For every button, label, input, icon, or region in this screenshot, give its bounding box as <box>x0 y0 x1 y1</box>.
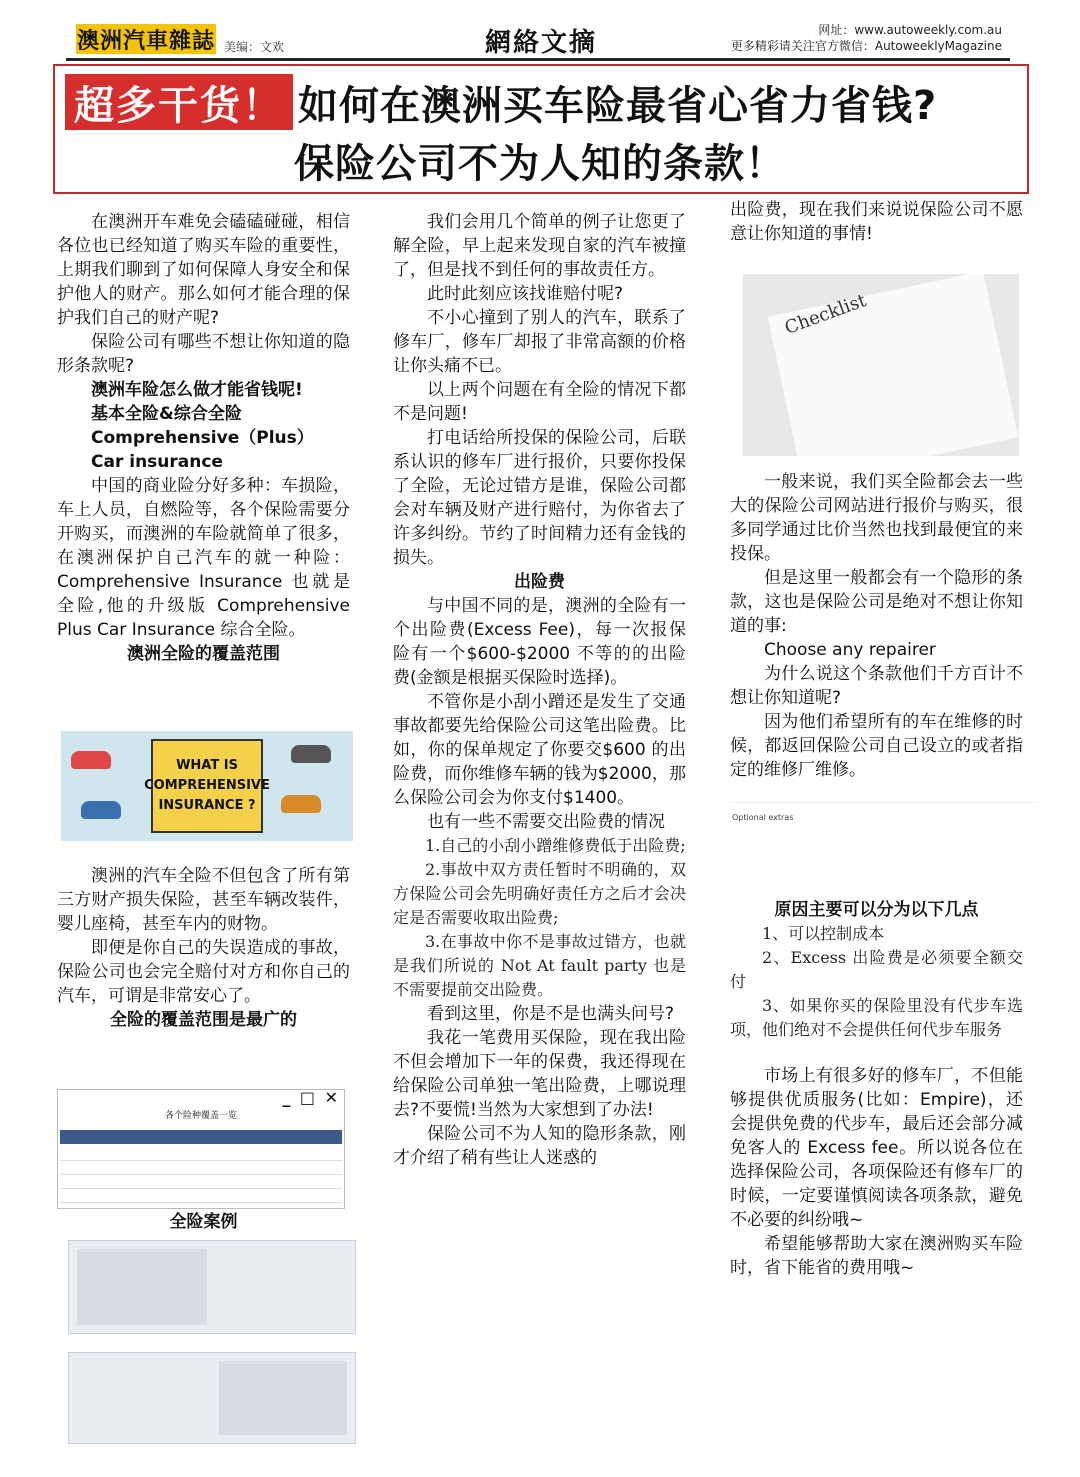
optional-extras-label: Optional extras <box>732 813 794 822</box>
column-3 <box>730 198 1023 246</box>
paragraph: 此时此刻应该找谁赔付呢? <box>427 284 624 304</box>
paragraph: 即便是你自己的失误造成的事故，保险公司也会完全赔付对方和你自己的汽车，可谓是非常安心了。 <box>57 938 350 1006</box>
car-icon <box>71 751 111 769</box>
table-header <box>60 1130 342 1144</box>
headline-line1: 如何在澳洲买车险最省心省力省钱? <box>298 83 938 129</box>
window-controls-icon: _ □ ✕ <box>282 1089 340 1107</box>
title-tag: 超多干货！ <box>65 74 293 130</box>
paragraph: 不小心撞到了别人的汽车，联系了修车厂，修车厂却报了非常高额的价格让你头痛不已。 <box>393 308 686 376</box>
paragraph: 基本全险&综合全险 <box>91 404 242 424</box>
paragraph: 看到这里，你是不是也满头问号? <box>427 1004 675 1024</box>
paragraph: 在澳洲开车难免会磕磕碰碰，相信各位也已经知道了购买车险的重要性，上期我们聊到了如何保障人身安全和保护他人的财产。那么如何才能合理的保护我们自己的财产呢? <box>57 212 350 328</box>
wechat-note: 更多精彩请关注官方微信：AutoweeklyMagazine <box>730 39 1002 53</box>
paragraph: 1、可以控制成本 <box>762 924 885 943</box>
header-meta <box>731 22 1002 54</box>
subheading: 原因主要可以分为以下几点 <box>774 900 979 920</box>
car-icon <box>81 801 121 819</box>
magazine-logo: 澳洲汽車雜誌 <box>76 24 216 54</box>
paragraph: 也有一些不需要交出险费的情况 <box>427 812 665 832</box>
table-title: 各个险种覆盖一览 <box>164 1111 237 1121</box>
paragraph: 为什么说这个条款他们千方百计不想让你知道呢? <box>730 664 1023 708</box>
optional-extras-image <box>730 802 1038 873</box>
paragraph: 我花一笔费用买保险，现在我出险不但会增加下一年的保费，我还得现在给保险公司单独一笔出险费，上哪说理去?不要慌!当然为大家想到了办法! <box>393 1028 686 1120</box>
column-1 <box>57 210 350 666</box>
checklist-paper <box>768 274 1019 456</box>
paragraph: 以上两个问题在有全险的情况下都不是问题! <box>393 380 686 424</box>
car-icon <box>77 1249 207 1325</box>
headline-line2: 保险公司不为人知的条款！ <box>294 141 786 187</box>
car-icon <box>291 745 331 763</box>
paragraph: 一般来说，我们买全险都会去一些大的保险公司网站进行报价与购买，很多同学通过比价当然也找到最便宜的来投保。 <box>730 472 1023 564</box>
subheading: 全险的覆盖范围是最广的 <box>110 1010 297 1030</box>
paragraph: 2、Excess 出险费是必须要全额交付 <box>730 948 1023 991</box>
website-link[interactable]: 网址：www.autoweekly.com.au <box>818 23 1002 37</box>
column-1-cont2 <box>57 1210 350 1234</box>
paragraph: 打电话给所投保的保险公司，后联系认识的修车厂进行报价，只要你投保了全险，无论过错方是谁，保险公司都会对车辆及财产进行赔付，为你省去了许多纠纷。节约了时间精力还有金钱的损失。 <box>393 428 686 568</box>
column-1-cont <box>57 864 350 1032</box>
section-title: 網絡文摘 <box>485 28 598 58</box>
header-rule <box>66 58 1010 61</box>
paragraph: 澳洲车险怎么做才能省钱呢! <box>91 380 303 400</box>
subheading: 全险案例 <box>169 1212 238 1232</box>
column-2 <box>393 210 686 1170</box>
paragraph: 3、如果你买的保险里没有代步车选项，他们绝对不会提供任何代步车服务 <box>730 996 1023 1039</box>
car-icon <box>219 1361 347 1435</box>
paragraph: 我们会用几个简单的例子让您更了解全险，早上起来发现自家的汽车被撞了，但是找不到任何的事故责任方。 <box>393 212 686 280</box>
what-is-sign <box>144 739 270 833</box>
table-row <box>60 1160 342 1175</box>
subheading: 澳洲全险的覆盖范围 <box>127 644 280 664</box>
table-row <box>60 1174 342 1189</box>
paragraph: 2.事故中双方责任暂时不明确的，双方保险公司会先明确好责任方之后才会决定是否需要收取出险费; <box>393 860 686 927</box>
paragraph: Comprehensive（Plus） <box>91 428 314 448</box>
editor-credit: 美编：文欢 <box>224 40 285 54</box>
paragraph: 保险公司不为人知的隐形条款，刚才介绍了稍有些让人迷惑的 <box>393 1124 686 1168</box>
checklist-image <box>743 274 1019 456</box>
paragraph: 3.在事故中你不是事故过错方，也就是我们所说的 Not At fault party 也是不需要提前交出险费。 <box>393 932 686 999</box>
paragraph: 澳洲的汽车全险不但包含了所有第三方财产损失保险，甚至车辆改装件，婴儿座椅，甚至车内的财物。 <box>57 866 350 934</box>
paragraph: 1.自己的小刮小蹭维修费低于出险费; <box>425 836 686 855</box>
case-image-1 <box>68 1240 356 1334</box>
checklist-word: Checklist <box>781 290 870 339</box>
what-is-comprehensive-image <box>61 731 353 841</box>
table-row <box>60 1146 342 1161</box>
sign-line: INSURANCE ? <box>158 798 256 813</box>
sign-line: WHAT IS <box>176 758 238 773</box>
paragraph: 但是这里一般都会有一个隐形的条款，这也是保险公司是绝对不想让你知道的事: <box>730 568 1023 636</box>
spacer <box>730 1042 1023 1064</box>
car-icon <box>281 795 321 813</box>
paragraph: 市场上有很多好的修车厂，不但能够提供优质服务(比如：Empire)，还会提供免费的代步车，最后还会部分减免客人的 Excess fee。所以说各位在选择保险公司，各项保险还有修车厂的时候，一定要谨慎阅读各项条款，避免不必要的纠纷哦~ <box>730 1066 1023 1230</box>
column-3-cont <box>730 470 1023 782</box>
table-row <box>60 1188 342 1203</box>
paragraph: Car insurance <box>91 452 223 472</box>
paragraph: 出险费，现在我们来说说保险公司不愿意让你知道的事情! <box>730 200 1023 244</box>
paragraph: 不管你是小刮小蹭还是发生了交通事故都要先给保险公司这笔出险费。比如，你的保单规定了你要交$600 的出险费，而你维修车辆的钱为$2000，那么保险公司会为你支付$1400。 <box>393 692 686 808</box>
coverage-table-image <box>57 1089 345 1209</box>
paragraph: 因为他们希望所有的车在维修的时候，都返回保险公司自己设立的或者指定的维修厂维修。 <box>730 712 1023 780</box>
paragraph: 希望能够帮助大家在澳洲购买车险时，省下能省的费用哦~ <box>730 1234 1023 1278</box>
sign-line: COMPREHENSIVE <box>144 778 270 793</box>
paragraph: 中国的商业险分好多种：车损险，车上人员，自燃险等，各个保险需要分开购买，而澳洲的车险就简单了很多，在澳洲保护自己汽车的就一种险：Comprehensive Insurance 也就是全险,他的升级版 Comprehensive Plus Car Insurance 综合全险。 <box>57 476 350 640</box>
paragraph: 保险公司有哪些不想让你知道的隐形条款呢? <box>57 332 350 376</box>
case-image-2 <box>68 1352 356 1444</box>
paragraph: 与中国不同的是，澳洲的全险有一个出险费(Excess Fee)，每一次报保险有一个$600-$2000 不等的的出险费(金额是根据买保险时选择)。 <box>393 596 686 688</box>
column-3-cont2 <box>730 898 1023 1280</box>
subheading: 出险费 <box>514 572 565 592</box>
paragraph: Choose any repairer <box>764 640 936 660</box>
